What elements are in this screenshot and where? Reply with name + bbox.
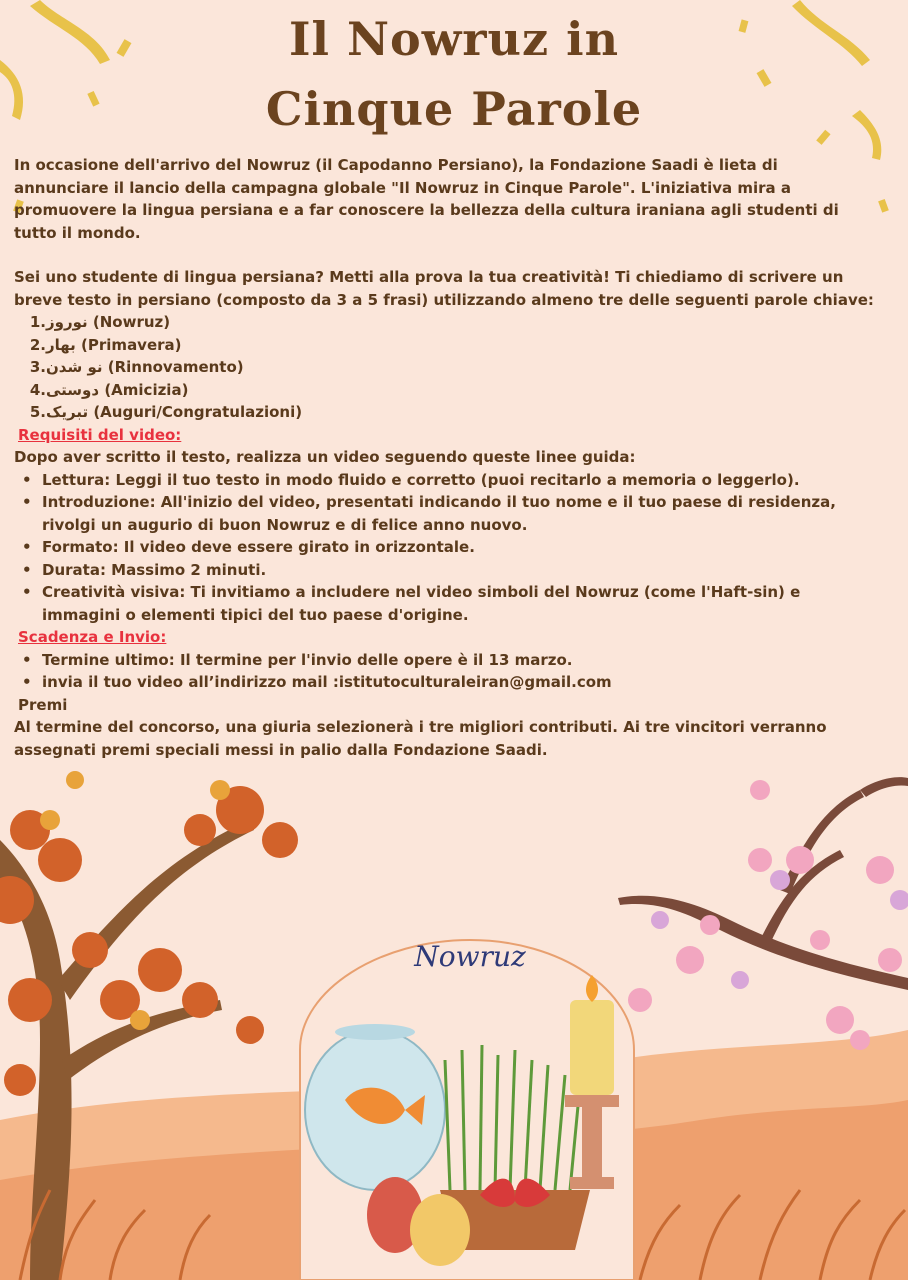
video-requirements-heading: Requisiti del video: [18,425,182,444]
keyword-item [14,401,898,424]
keyword-persian: بهار [46,335,76,354]
prizes-line: assegnati premi speciali messi in palio dalla Fondazione Saadi. [14,740,548,759]
title-line-2: Cinque Parole [265,82,643,136]
cherry-blossom-branch [618,777,908,1050]
invite-line: breve testo in persiano (composto da 3 a 5 frasi) utilizzando almeno tre delle seguenti parole chiave: [14,290,874,309]
keyword-italian: (Primavera) [81,335,182,354]
nowruz-scene [300,940,634,1280]
keyword-number: 2. [29,335,46,354]
video-rule: • Lettura: Leggi il tuo testo in modo fluido e corretto (puoi recitarlo a memoria o leggerlo). [14,469,898,492]
keyword-number: 5. [29,403,46,421]
keyword-number: 4. [29,380,46,399]
prizes-line: Al termine del concorso, una giuria selezionerà i tre migliori contributi. Ai tre vincitori verranno [14,718,827,736]
invite-line: Sei uno studente di lingua persiana? Metti alla prova la tua creatività! Ti chiediamo di scrivere un [14,268,844,286]
keyword-item [14,334,898,357]
intro-line: In occasione dell'arrivo del Nowruz (il Capodanno Persiano), la Fondazione Saadi è lieta di [14,156,778,174]
intro-line: annunciare il lancio della campagna globale "Il Nowruz in Cinque Parole". L'iniziativa mira a [14,178,792,197]
keyword-italian: (Amicizia) [104,380,189,399]
keyword-persian: دوستی [46,380,100,399]
title-line-1: Il Nowruz in [288,12,620,66]
prizes-heading: Premi [18,695,68,714]
video-rule: • Creatività visiva: Ti invitiamo a includere nel video simboli del Nowruz (come l'Haft-sin) e [14,581,898,604]
keyword-item [14,356,898,379]
keyword-persian: نو شدن [46,358,103,376]
deadline-item: • Termine ultimo: Il termine per l'invio delle opere è il 13 marzo. [14,649,898,672]
keyword-number: 3. [29,358,46,376]
video-rule: • Durata: Massimo 2 minuti. [14,559,898,582]
nowruz-badge-text: Nowruz [414,940,526,973]
intro-line: tutto il mondo. [14,223,141,242]
deadline-heading: Scadenza e Invio: [18,628,167,646]
keyword-item [14,379,898,402]
announcement-body [14,154,898,761]
video-rule: • Formato: Il video deve essere girato in orizzontale. [14,536,898,559]
keyword-italian: (Auguri/Congratulazioni) [93,403,303,421]
video-rule: • Introduzione: All'inizio del video, presentati indicando il tuo nome e il tuo paese di residenza, [14,491,898,514]
keyword-item [14,311,898,334]
keyword-number: 1. [29,313,46,331]
keyword-italian: (Nowruz) [92,313,171,331]
keyword-italian: (Rinnovamento) [107,358,244,376]
deadline-email-item: • invia il tuo video all’indirizzo mail :istitutoculturaleiran@gmail.com [14,671,898,694]
video-intro: Dopo aver scritto il testo, realizza un video seguendo queste linee guida: [14,448,636,466]
intro-line: promuovere la lingua persiana e a far conoscere la bellezza della cultura iraniana agli studenti di [14,201,839,219]
keyword-persian: تبریک [46,403,89,421]
keyword-persian: نوروز [46,313,88,331]
video-rule-continued: rivolgi un augurio di buon Nowruz e di felice anno nuovo. [42,515,528,534]
video-rule-continued: immagini o elementi tipici del tuo paese d'origine. [42,605,469,624]
